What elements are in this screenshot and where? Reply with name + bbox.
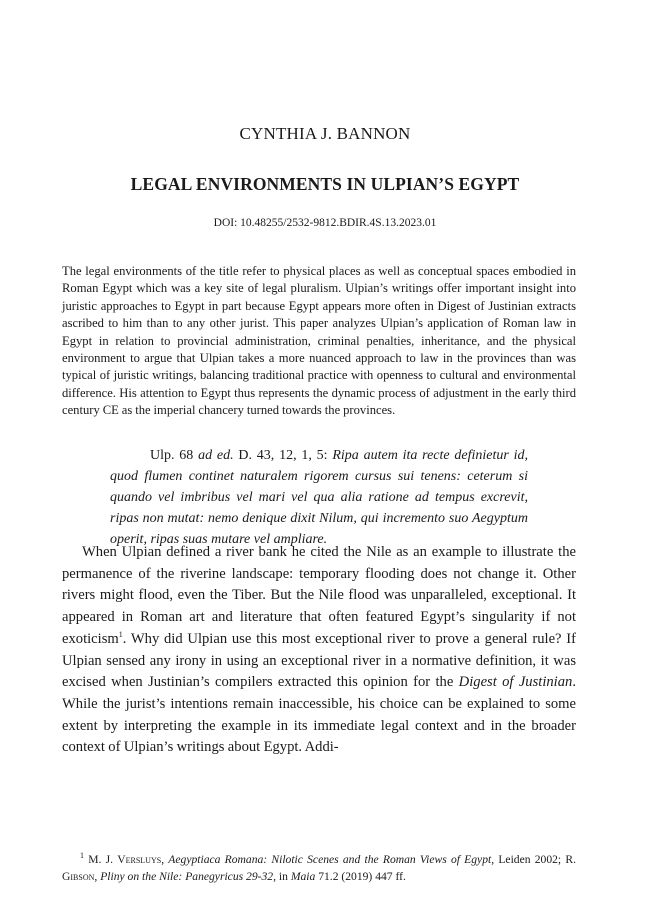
body-text-part2: . Why did Ulpian use this most exceptional river to prove a general rule? If Ulpian sensed any irony in using an exceptional river in a normative definition, it was excised when Justinian’s compilers extracted this opinion for the xyxy=(62,630,576,691)
quote-source-citation: D. 43, 12, 1, 5: xyxy=(233,448,333,463)
footnote-title-1: Aegyptiaca Romana: Nilotic Scenes and the Roman Views of Egypt xyxy=(168,853,492,866)
footnote-text-2: , in xyxy=(273,869,291,883)
footnote-author-gibson: Gibson xyxy=(62,869,95,883)
footnote-text-3: 71.2 (2019) 447 ff. xyxy=(315,869,406,883)
footnote-marker[interactable]: 1 xyxy=(118,629,123,639)
quote-source-work: ad ed. xyxy=(198,448,234,463)
quotation-text xyxy=(110,445,528,550)
abstract-paragraph: The legal environments of the title refer to physical places as well as conceptual spaces embodied in Roman Egypt which was a key site of legal pluralism. Ulpian’s writings offer important insight into juristic approaches to Egypt in part because Egypt appears more often in Digest of Justinian extracts ascribed to him than to any other jurist. This paper analyzes Ulpian’s application of Roman law in Egypt in relation to provincial administration, criminal penalties, inheritance, and the physical environment to argue that Ulpian takes a more nuanced approach to law in the provinces than was typical of juristic writings, balancing traditional practice with openness to cultural and environmental difference. His attention to Egypt thus represents the dynamic process of adjustment in the early third century CE as the imperial chancery turned towards the provinces. xyxy=(62,264,576,418)
footnote-author-versluys: Versluys xyxy=(117,853,162,866)
footnote-journal: Maia xyxy=(290,869,316,883)
footnote-author-initials: M. J. xyxy=(84,853,118,866)
footnote-text-1: , Leiden 2002; R. xyxy=(491,853,576,866)
body-text-part1: When Ulpian defined a river bank he cited the Nile as an example to illustrate the permanence of the riverine landscape: temporary flooding does not change it. Other rivers might flood, even the Tiber. But the Nile flood was unparalleled, exceptional. It appeared in Roman art and literature that often featured Egypt’s singularity if not exoticism xyxy=(62,544,576,647)
latin-quotation xyxy=(110,445,528,550)
quote-latin-text: Ripa autem ita recte definietur id, quod flumen continet naturalem rigorem cursus sui tenens: ceterum si quando vel imbribus vel mari vel qua alia ratione ad tempus excrevit, ripas non mutat: nemo denique dixit Nilum, qui incremento suo Aegyptum operit, ripas suas mutare vel ampliare. xyxy=(110,448,529,547)
footnote-number: 1 xyxy=(80,851,84,861)
quote-source-ref: Ulp. 68 xyxy=(150,448,199,463)
body-paragraph xyxy=(62,542,576,759)
footnote-title-2: Pliny on the Nile: Panegyricus 29-32 xyxy=(100,869,274,883)
author-name: CYNTHIA J. BANNON xyxy=(239,124,411,143)
article-title: LEGAL ENVIRONMENTS IN ULPIAN’S EGYPT xyxy=(130,174,520,194)
body-text-part3: . While the jurist’s intentions remain inaccessible, his choice can be explained to some extent by interpreting the example in its immediate legal context and in the broader context of Ulpian’s writings about Egypt. Addi- xyxy=(62,674,576,756)
doi-line: DOI: 10.48255/2532-9812.BDIR.4S.13.2023.01 xyxy=(213,217,437,229)
footnote: $^1$ M. J. Versluys, Aegyptiaca Romana: Nilotic Scenes and the Roman Views of Egypt, Leiden 2002; R. Gibson, Pliny on the Nile: Panegyricus 29-32, in Maia 71.2 (2019) 447 ff. xyxy=(62,851,576,883)
digest-title-italic: Digest of Justinian xyxy=(458,674,573,691)
